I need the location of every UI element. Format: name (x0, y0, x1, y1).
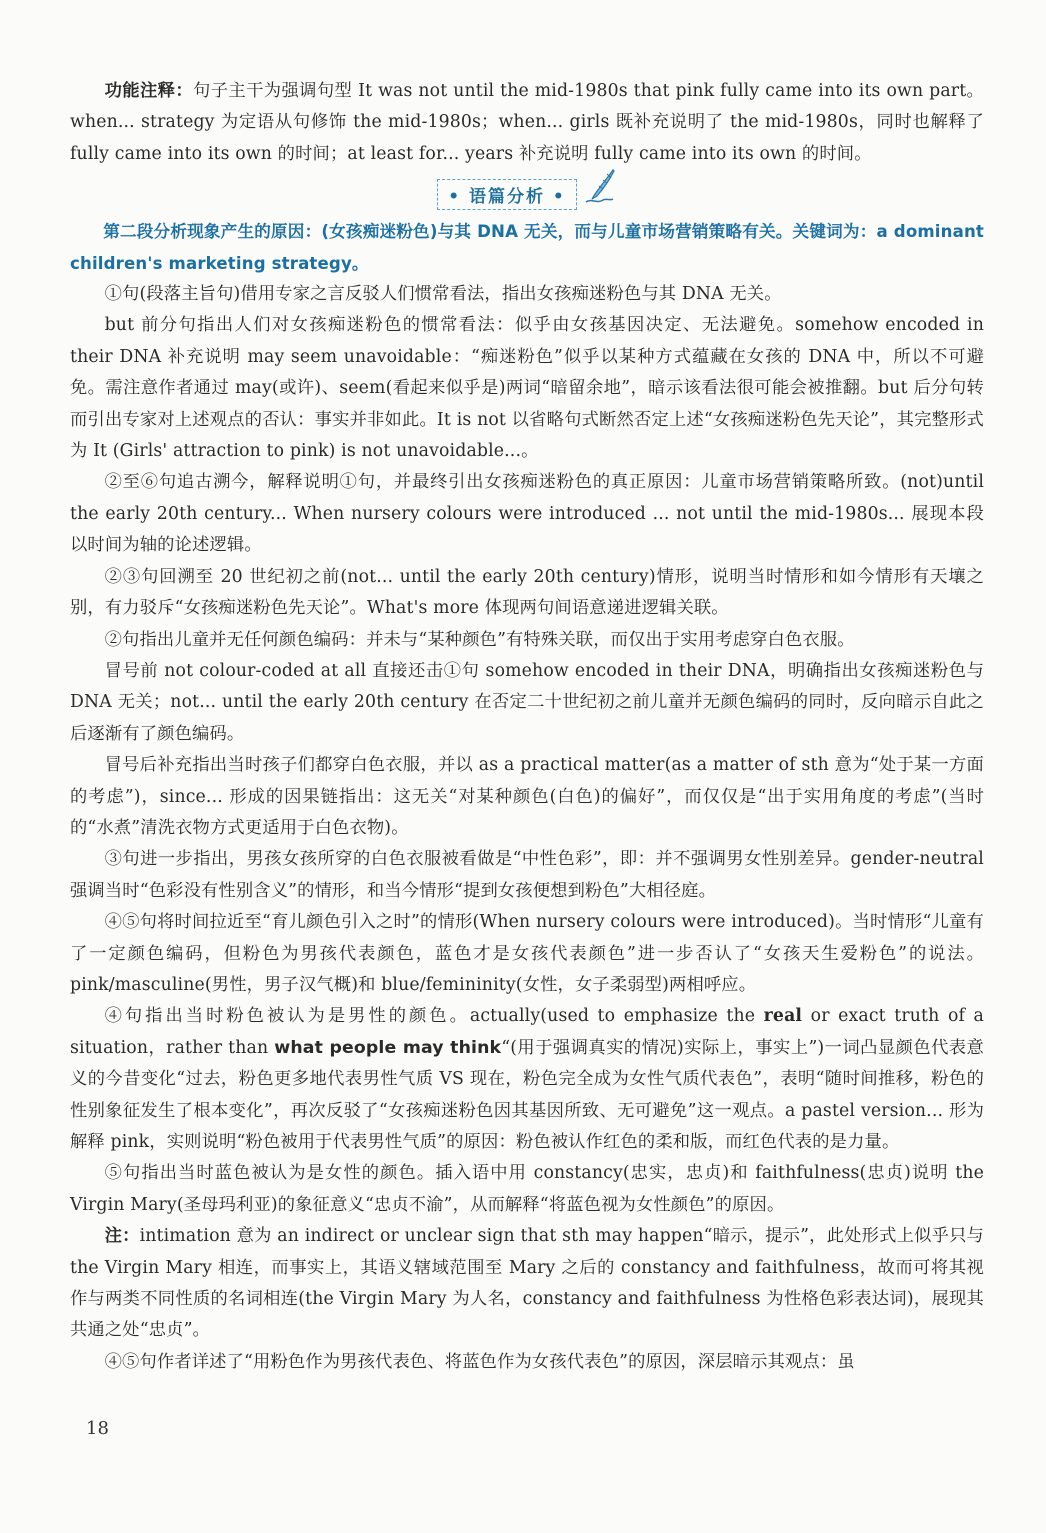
analysis-paragraph: ⑤句指出当时蓝色被认为是女性的颜色。插入语中用 constancy(忠实，忠贞)和 faithfulness(忠贞)说明 the Virgin Mary(圣母玛利亚)的象征意义“忠贞不渝”，从而解释“将蓝色视为女性颜色”的原因。 (70, 1163, 984, 1215)
section-title-text: • 语篇分析 • (448, 186, 566, 207)
functional-note-text: 句子主干为强调句型 It was not until the mid-1980s that pink fully came into its own part。when... strategy 为定语从句修饰 the mid-1980s；when... girls 既补充说明了 the mid-1980s，同时也解释了 fully came into its own 的时间；at least for... years 补充说明 fully came into its own 的时间。 (70, 81, 984, 164)
page-number: 18 (86, 1418, 109, 1439)
actually-bold-real: real (763, 1006, 803, 1027)
note-label: 注： (104, 1226, 140, 1247)
pen-icon (583, 168, 617, 210)
section-title (437, 179, 577, 210)
actually-text-3: “(用于强调真实的情况)实际上，事实上”)一词凸显颜色代表意义的今昔变化“过去，粉色更多地代表男性气质 VS 现在，粉色完全成为女性气质代表色”，表明“随时间推移，粉色的性别象征发生了根本变化”，再次反驳了“女孩痴迷粉色因其基因所致、无可避免”这一观点。a pastel version... 形为解释 pink，实则说明“粉色被用于代表男性气质”的原因：粉色被认作红色的柔和版，而红色代表的是力量。 (70, 1037, 984, 1152)
analysis-paragraph: ②句指出儿童并无任何颜色编码：并未与“某种颜色”有特殊关联，而仅出于实用考虑穿白色衣服。 (104, 629, 855, 650)
analysis-paragraph: ②③句回溯至 20 世纪初之前(not... until the early 20th century)情形，说明当时情形和如今情形有天壤之别，有力驳斥“女孩痴迷粉色先天论”。What's more 体现两句间语意递进逻辑关联。 (70, 566, 984, 619)
actually-bold-phrase: what people may think (274, 1037, 502, 1058)
analysis-paragraph: but 前分句指出人们对女孩痴迷粉色的惯常看法：似乎由女孩基因决定、无法避免。somehow encoded in their DNA 补充说明 may seem unavoidable：“痴迷粉色”似乎以某种方式蕴藏在女孩的 DNA 中，所以不可避免。需注意作者通过 may(或许)、seem(看起来似乎是)两词“暗留余地”，暗示该看法很可能会被推翻。but 后分句转而引出专家对上述观点的否认：事实并非如此。It is not 以省略句式断然否定上述“女孩痴迷粉色先天论”，其完整形式为 It (Girls' attraction to pink) is not unavoidable...。 (70, 315, 984, 462)
analysis-paragraph: 冒号后补充指出当时孩子们都穿白色衣服，并以 as a practical matter(as a matter of sth 意为“处于某一方面的考虑”)，since... 形成的因果链指出：这无关“对某种颜色(白色)的偏好”，而仅仅是“出于实用角度的考虑”(当时的“水煮”清洗衣物方式更适用于白色衣物)。 (70, 755, 985, 838)
functional-note-label: 功能注释： (104, 81, 194, 101)
actually-text-2: or exact truth of a situation，rather than (70, 1006, 985, 1058)
actually-paragraph (70, 1001, 984, 1158)
functional-note-paragraph (70, 76, 984, 170)
section-title-row (70, 172, 984, 216)
analysis-paragraph: ④⑤句作者详述了“用粉色作为男孩代表色、将蓝色作为女孩代表色”的原因，深层暗示其观点：虽 (104, 1351, 855, 1372)
analysis-paragraph: ③句进一步指出，男孩女孩所穿的白色衣服被看做是“中性色彩”，即：并不强调男女性别差异。gender-neutral 强调当时“色彩没有性别含义”的情形，和当今情形“提到女孩便想到粉色”大相径庭。 (70, 849, 984, 901)
analysis-paragraph: ①句(段落主旨句)借用专家之言反驳人们惯常看法，指出女孩痴迷粉色与其 DNA 无关。 (104, 284, 782, 305)
note-text: intimation 意为 an indirect or unclear sign that sth may happen“暗示，提示”，此处形式上似乎只与 the Virgin Mary 相连，而事实上，其语义辖域范围至 Mary 之后的 constancy and faithfulness，故而可将其视作与两类不同性质的名词相连(the Virgin Mary 为人名，constancy and faithfulness 为性格色彩表达词)，展现其共通之处“忠贞”。 (70, 1226, 984, 1341)
page-content (70, 76, 984, 1378)
analysis-paragraph: ②至⑥句追古溯今，解释说明①句，并最终引出女孩痴迷粉色的真正原因：儿童市场营销策略所致。(not)until the early 20th century... When nursery colours were introduced ... not until the mid-1980s... 展现本段以时间为轴的论述逻辑。 (70, 472, 984, 556)
analysis-paragraph: ④⑤句将时间拉近至“育儿颜色引入之时”的情形(When nursery colours were introduced)。当时情形“儿童有了一定颜色编码，但粉色为男孩代表颜色，蓝色才是女孩代表颜色”进一步否认了“女孩天生爱粉色”的说法。pink/masculine(男性，男子汉气概)和 blue/femininity(女性，女子柔弱型)两相呼应。 (70, 912, 984, 995)
section-heading: 第二段分析现象产生的原因：(女孩痴迷粉色)与其 DNA 无关，而与儿童市场营销策略有关。关键词为：a dominant children's marketing strategy。 (70, 222, 984, 273)
note-paragraph (70, 1221, 984, 1347)
analysis-paragraph: 冒号前 not colour-coded at all 直接还击①句 somehow encoded in their DNA，明确指出女孩痴迷粉色与 DNA 无关；not... until the early 20th century 在否定二十世纪初之前儿童并无颜色编码的同时，反向暗示自此之后逐渐有了颜色编码。 (70, 660, 984, 744)
actually-text-1: ④句指出当时粉色被认为是男性的颜色。actually(used to emphasize the (104, 1006, 764, 1027)
